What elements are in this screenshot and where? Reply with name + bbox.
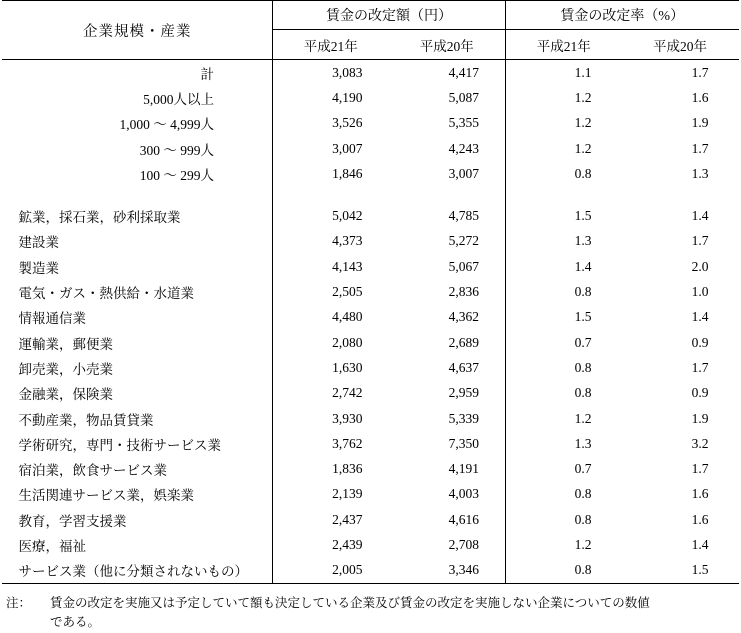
row-value: 3,526 (332, 115, 363, 131)
row-value: 2,708 (388, 532, 505, 557)
row-value: 4,480 (332, 309, 363, 325)
row-value: 5,067 (388, 254, 505, 279)
row-label: 運輸業，郵便業 (2, 330, 272, 355)
row-value (621, 186, 738, 203)
row-value: 1,836 (332, 461, 363, 477)
row-label: 卸売業，小売業 (2, 355, 272, 380)
row-value: 2,139 (332, 486, 363, 502)
table-row (2, 406, 738, 431)
row-value: 1.7 (691, 140, 709, 156)
note-label: 注： (6, 596, 32, 610)
header-sub-amount-h21: 平成21年 (272, 30, 388, 60)
row-value: 0.7 (574, 334, 592, 350)
table-row (2, 456, 738, 481)
header-group-rate: 賃金の改定率（%） (505, 1, 738, 30)
table-row (2, 136, 738, 161)
row-value: 1.3 (574, 435, 592, 451)
row-label: 情報通信業 (2, 305, 272, 330)
row-value: 2,689 (388, 330, 505, 355)
row-label (2, 186, 272, 203)
row-value: 1.1 (574, 64, 592, 80)
row-value: 2,505 (332, 284, 363, 300)
row-value: 4,190 (332, 89, 363, 105)
row-label: 生活関連サービス業，娯楽業 (2, 482, 272, 507)
row-value: 3,083 (332, 64, 363, 80)
row-value: 4,243 (388, 136, 505, 161)
row-value: 2,080 (332, 334, 363, 350)
row-label: 不動産業，物品賃貸業 (2, 406, 272, 431)
table-row (2, 161, 738, 186)
row-value: 1.7 (691, 233, 709, 249)
row-label: 100 ～ 299人 (2, 161, 272, 186)
row-value: 1.4 (691, 536, 709, 552)
row-value: 2,439 (332, 536, 363, 552)
table-body (2, 60, 738, 584)
row-value: 1.5 (621, 558, 738, 584)
row-value: 0.7 (574, 461, 592, 477)
row-value: 3,007 (332, 140, 363, 156)
row-label: 金融業，保険業 (2, 381, 272, 406)
row-label: 300 ～ 999人 (2, 136, 272, 161)
row-label: 計 (2, 60, 272, 86)
row-value: 2,005 (272, 558, 388, 584)
row-label: 5,000人以上 (2, 85, 272, 110)
table-header (2, 1, 738, 60)
table-row (2, 381, 738, 406)
row-value: 1.2 (574, 89, 592, 105)
row-label: 宿泊業，飲食サービス業 (2, 456, 272, 481)
row-value: 1.4 (691, 309, 709, 325)
row-value: 1.2 (574, 410, 592, 426)
row-value: 3.2 (691, 435, 709, 451)
row-value: 1.4 (691, 208, 709, 224)
table-row (2, 558, 738, 584)
table-row (2, 279, 738, 304)
row-value: 5,042 (332, 208, 363, 224)
table-row (2, 355, 738, 380)
row-value: 4,417 (388, 60, 505, 86)
row-value: 1,630 (332, 359, 363, 375)
row-value: 4,143 (332, 258, 363, 274)
row-value: 2,742 (332, 385, 363, 401)
wage-revision-table (2, 0, 738, 584)
row-value: 4,785 (388, 203, 505, 228)
row-value: 0.8 (574, 511, 592, 527)
row-value: 1.2 (574, 115, 592, 131)
table-row (2, 482, 738, 507)
header-label-column: 企業規模・産業 (2, 1, 272, 60)
row-value: 1.4 (574, 258, 592, 274)
row-value: 1.5 (574, 309, 592, 325)
row-value: 1.5 (574, 208, 592, 224)
row-value: 5,339 (388, 406, 505, 431)
row-value (388, 186, 505, 203)
header-sub-rate-h20: 平成20年 (621, 30, 738, 60)
row-value: 1.2 (574, 140, 592, 156)
row-label: 教育，学習支援業 (2, 507, 272, 532)
row-value: 1.7 (691, 359, 709, 375)
row-value: 3,007 (388, 161, 505, 186)
row-value (272, 186, 388, 203)
row-value: 4,003 (388, 482, 505, 507)
row-label: 学術研究，専門・技術サービス業 (2, 431, 272, 456)
header-row-groups (2, 1, 738, 30)
row-value: 5,087 (388, 85, 505, 110)
header-sub-amount-h20: 平成20年 (388, 30, 505, 60)
header-sub-rate-h21: 平成21年 (505, 30, 621, 60)
row-value: 3,762 (332, 435, 363, 451)
row-label: 建設業 (2, 229, 272, 254)
table-row (2, 254, 738, 279)
row-value: 2,836 (388, 279, 505, 304)
table-row (2, 203, 738, 228)
table-row (2, 431, 738, 456)
table-row (2, 507, 738, 532)
row-value: 4,191 (388, 456, 505, 481)
row-value: 0.8 (574, 385, 592, 401)
table-row (2, 229, 738, 254)
row-value: 1,846 (332, 165, 363, 181)
row-value: 0.8 (574, 359, 592, 375)
row-label: 1,000 ～ 4,999人 (2, 111, 272, 136)
row-value: 5,355 (388, 111, 505, 136)
row-label: 医療，福祉 (2, 532, 272, 557)
row-value: 4,362 (388, 305, 505, 330)
row-value: 0.8 (505, 558, 621, 584)
row-value: 5,272 (388, 229, 505, 254)
row-label: 鉱業，採石業，砂利採取業 (2, 203, 272, 228)
row-value: 3,346 (388, 558, 505, 584)
table-row (2, 111, 738, 136)
row-value: 1.0 (691, 284, 709, 300)
row-value: 1.7 (691, 461, 709, 477)
row-value: 0.8 (574, 165, 592, 181)
row-value: 0.8 (574, 486, 592, 502)
row-value: 0.8 (574, 284, 592, 300)
row-value: 0.9 (691, 385, 709, 401)
table-row (2, 305, 738, 330)
row-value: 1.9 (691, 410, 709, 426)
row-label: サービス業（他に分類されないもの） (2, 558, 272, 584)
row-value: 1.9 (691, 115, 709, 131)
note-text-line1: 賃金の改定を実施又は予定していて額も決定している企業及び賃金の改定を実施しない企業についての数値 (50, 596, 650, 610)
row-value: 1.6 (691, 89, 709, 105)
row-label: 電気・ガス・熱供給・水道業 (2, 279, 272, 304)
row-value: 1.3 (691, 165, 709, 181)
note-text-line2: である。 (50, 614, 101, 629)
table-row (2, 85, 738, 110)
row-value: 4,637 (388, 355, 505, 380)
row-value: 4,616 (388, 507, 505, 532)
row-value: 7,350 (388, 431, 505, 456)
row-value: 1.3 (574, 233, 592, 249)
row-value: 2.0 (691, 258, 709, 274)
row-value: 1.7 (691, 64, 709, 80)
header-group-amount: 賃金の改定額（円） (272, 1, 505, 30)
row-value: 2,437 (332, 511, 363, 527)
row-value: 0.9 (691, 334, 709, 350)
row-value: 1.6 (691, 511, 709, 527)
row-value: 1.6 (691, 486, 709, 502)
row-value: 3,930 (332, 410, 363, 426)
row-label: 製造業 (2, 254, 272, 279)
row-value (505, 186, 621, 203)
table-row (2, 330, 738, 355)
row-value: 1.2 (574, 536, 592, 552)
row-value: 2,959 (388, 381, 505, 406)
table-row (2, 60, 738, 86)
row-value: 4,373 (332, 233, 363, 249)
table-note (6, 594, 736, 632)
table-spacer-row (2, 186, 738, 203)
table-row (2, 532, 738, 557)
